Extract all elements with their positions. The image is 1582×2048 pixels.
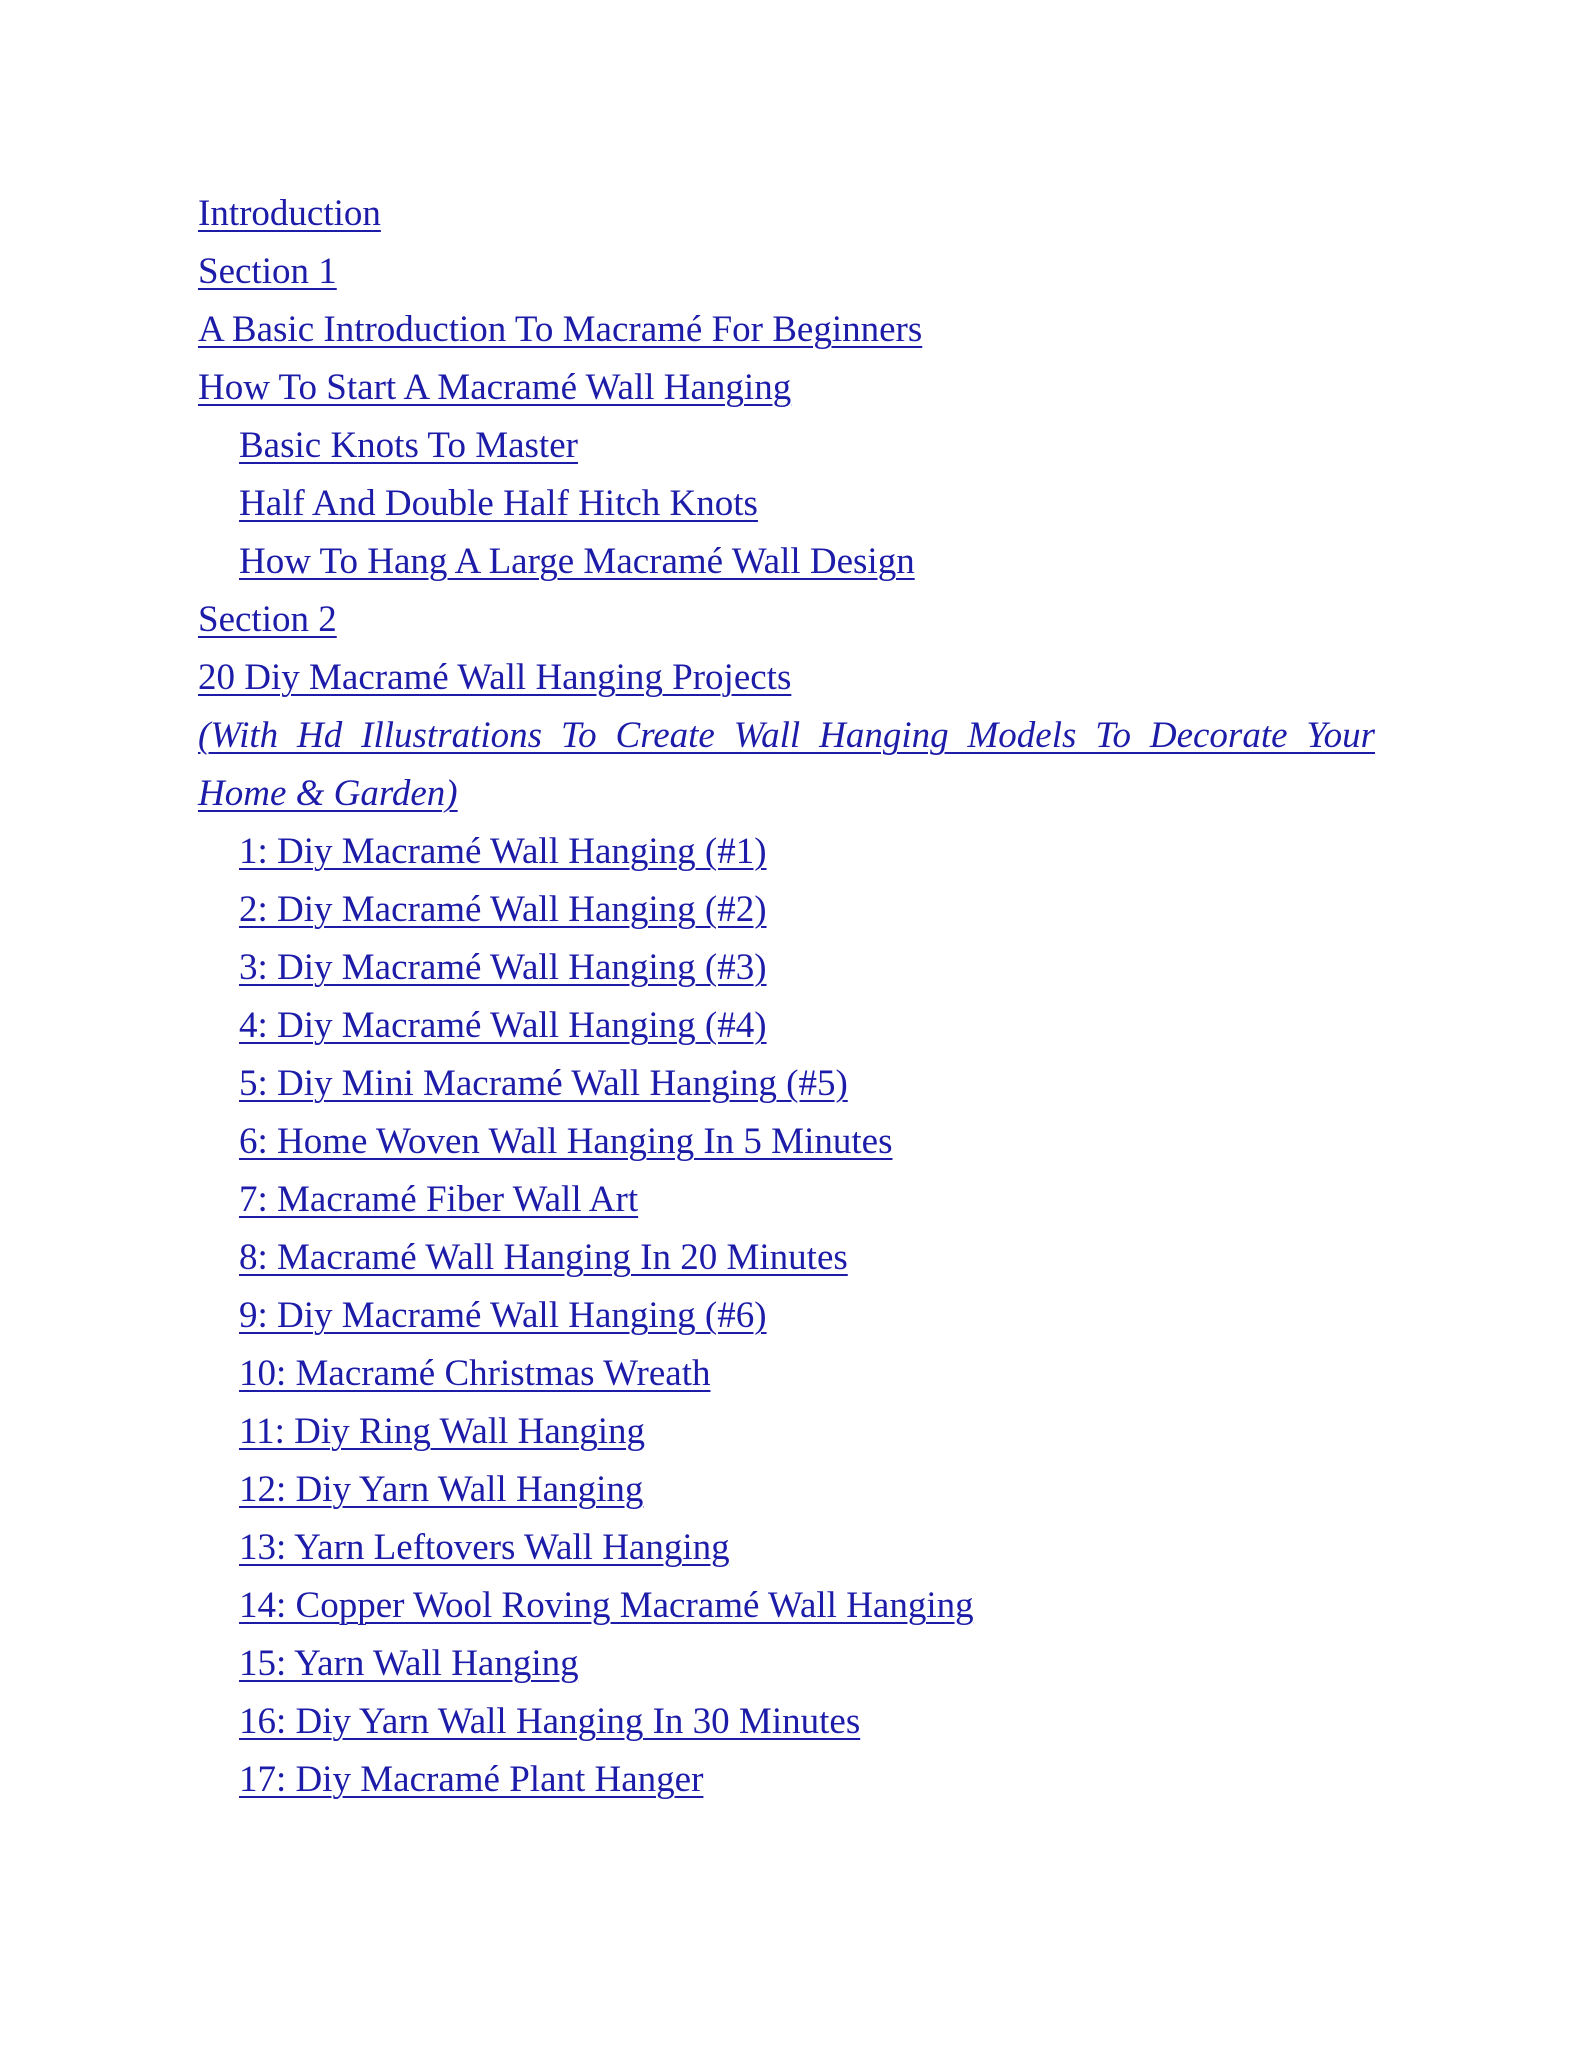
- toc-entry-section-1: [0, 243, 1582, 301]
- toc-entry-how-to-start: [0, 359, 1582, 417]
- toc-link-project-16[interactable]: 16: Diy Yarn Wall Hanging In 30 Minutes: [239, 1701, 861, 1742]
- toc-link-basic-introduction[interactable]: A Basic Introduction To Macramé For Beginners: [198, 309, 923, 350]
- toc-entry-project-8: [0, 1229, 1582, 1287]
- toc-entry-how-to-hang: [0, 533, 1582, 591]
- toc-entry-project-5: [0, 1055, 1582, 1113]
- toc-link-project-11[interactable]: 11: Diy Ring Wall Hanging: [239, 1411, 646, 1452]
- toc-entry-project-13: [0, 1519, 1582, 1577]
- toc-link-project-4[interactable]: 4: Diy Macramé Wall Hanging (#4): [239, 1005, 767, 1046]
- toc-link-project-13[interactable]: 13: Yarn Leftovers Wall Hanging: [239, 1527, 730, 1568]
- toc-entry-section-2: [0, 591, 1582, 649]
- toc-entry-project-4: [0, 997, 1582, 1055]
- toc-link-section-1[interactable]: Section 1: [198, 251, 337, 292]
- toc-entry-project-1: [0, 823, 1582, 881]
- toc-entry-project-12: [0, 1461, 1582, 1519]
- toc-entry-project-7: [0, 1171, 1582, 1229]
- toc-link-project-7[interactable]: 7: Macramé Fiber Wall Art: [239, 1179, 639, 1220]
- toc-link-project-6[interactable]: 6: Home Woven Wall Hanging In 5 Minutes: [239, 1121, 893, 1162]
- toc-link-20-projects[interactable]: 20 Diy Macramé Wall Hanging Projects: [198, 657, 792, 698]
- toc-link-how-to-start[interactable]: How To Start A Macramé Wall Hanging: [198, 367, 792, 408]
- toc-link-project-1[interactable]: 1: Diy Macramé Wall Hanging (#1): [239, 831, 767, 872]
- toc-entry-project-9: [0, 1287, 1582, 1345]
- toc-entry-subtitle-line-2: [0, 765, 1582, 823]
- toc-entry-project-17: [0, 1751, 1582, 1809]
- table-of-contents: [0, 185, 1582, 1809]
- toc-entry-project-10: [0, 1345, 1582, 1403]
- toc-link-project-2[interactable]: 2: Diy Macramé Wall Hanging (#2): [239, 889, 767, 930]
- toc-entry-basic-knots: [0, 417, 1582, 475]
- toc-entry-20-projects: [0, 649, 1582, 707]
- toc-entry-project-2: [0, 881, 1582, 939]
- toc-entry-project-11: [0, 1403, 1582, 1461]
- toc-link-basic-knots[interactable]: Basic Knots To Master: [239, 425, 578, 466]
- toc-link-project-9[interactable]: 9: Diy Macramé Wall Hanging (#6): [239, 1295, 767, 1336]
- toc-link-hitch-knots[interactable]: Half And Double Half Hitch Knots: [239, 483, 758, 524]
- toc-entry-project-15: [0, 1635, 1582, 1693]
- toc-entry-project-14: [0, 1577, 1582, 1635]
- toc-link-subtitle-line-2[interactable]: Home & Garden): [198, 773, 458, 814]
- toc-link-project-15[interactable]: 15: Yarn Wall Hanging: [239, 1643, 579, 1684]
- toc-entry-project-3: [0, 939, 1582, 997]
- toc-entry-project-6: [0, 1113, 1582, 1171]
- toc-link-section-2[interactable]: Section 2: [198, 599, 337, 640]
- toc-link-project-17[interactable]: 17: Diy Macramé Plant Hanger: [239, 1759, 704, 1800]
- toc-link-how-to-hang[interactable]: How To Hang A Large Macramé Wall Design: [239, 541, 915, 582]
- toc-link-project-8[interactable]: 8: Macramé Wall Hanging In 20 Minutes: [239, 1237, 848, 1278]
- toc-link-project-12[interactable]: 12: Diy Yarn Wall Hanging: [239, 1469, 644, 1510]
- toc-link-project-5[interactable]: 5: Diy Mini Macramé Wall Hanging (#5): [239, 1063, 848, 1104]
- toc-link-project-10[interactable]: 10: Macramé Christmas Wreath: [239, 1353, 711, 1394]
- toc-link-project-3[interactable]: 3: Diy Macramé Wall Hanging (#3): [239, 947, 767, 988]
- toc-entry-project-16: [0, 1693, 1582, 1751]
- toc-entry-basic-introduction: [0, 301, 1582, 359]
- toc-link-subtitle-line-1[interactable]: (With Hd Illustrations To Create Wall Hanging Models To Decorate Your: [198, 715, 1375, 756]
- toc-entry-hitch-knots: [0, 475, 1582, 533]
- toc-link-introduction[interactable]: Introduction: [198, 193, 381, 234]
- toc-link-project-14[interactable]: 14: Copper Wool Roving Macramé Wall Hanging: [239, 1585, 974, 1626]
- toc-entry-subtitle-line-1: [0, 707, 1375, 765]
- toc-entry-introduction: [0, 185, 1582, 243]
